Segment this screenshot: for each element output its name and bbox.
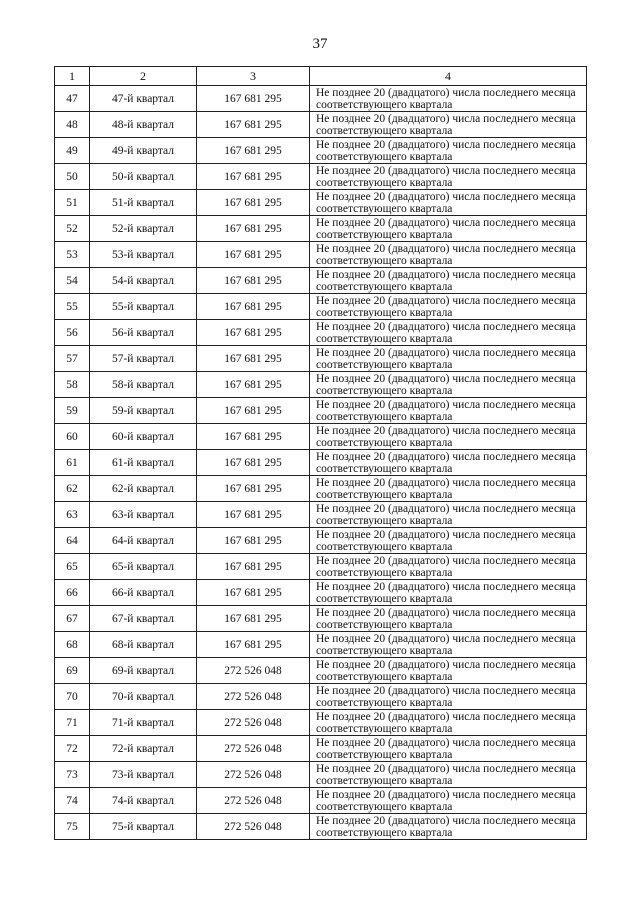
amount-cell: 167 681 295: [197, 320, 310, 346]
deadline-cell: [310, 372, 587, 398]
amount-cell: 167 681 295: [197, 294, 310, 320]
quarter-cell: 54-й квартал: [90, 268, 197, 294]
table-row: [55, 320, 587, 346]
deadline-line-1: Не позднее 20 (двадцатого) числа последнего месяца: [316, 502, 576, 515]
deadline-line-2: соответствующего квартала: [316, 202, 453, 215]
row-number-cell: 52: [55, 216, 90, 242]
amount-cell: 167 681 295: [197, 242, 310, 268]
deadline-line-1: Не позднее 20 (двадцатого) числа последнего месяца: [316, 112, 576, 125]
row-number-cell: 63: [55, 502, 90, 528]
quarter-cell: 51-й квартал: [90, 190, 197, 216]
row-number-cell: 73: [55, 762, 90, 788]
table-row: [55, 346, 587, 372]
deadline-line-1: Не позднее 20 (двадцатого) числа последнего месяца: [316, 294, 576, 307]
amount-cell: 167 681 295: [197, 632, 310, 658]
deadline-line-2: соответствующего квартала: [316, 306, 453, 319]
deadline-cell: [310, 528, 587, 554]
quarter-cell: 59-й квартал: [90, 398, 197, 424]
deadline-cell: [310, 658, 587, 684]
quarter-cell: 66-й квартал: [90, 580, 197, 606]
deadline-cell: [310, 398, 587, 424]
amount-cell: 167 681 295: [197, 580, 310, 606]
table-row: [55, 164, 587, 190]
deadline-line-1: Не позднее 20 (двадцатого) числа последнего месяца: [316, 736, 576, 749]
deadline-cell: [310, 190, 587, 216]
deadline-line-2: соответствующего квартала: [316, 280, 453, 293]
quarter-cell: 57-й квартал: [90, 346, 197, 372]
payment-schedule-table: [54, 66, 587, 840]
quarter-cell: 67-й квартал: [90, 606, 197, 632]
quarter-cell: 49-й квартал: [90, 138, 197, 164]
deadline-line-1: Не позднее 20 (двадцатого) числа последнего месяца: [316, 554, 576, 567]
deadline-line-1: Не позднее 20 (двадцатого) числа последнего месяца: [316, 190, 576, 203]
table-row: [55, 736, 587, 762]
column-header-2: 2: [90, 67, 197, 86]
table-row: [55, 632, 587, 658]
table-row: [55, 86, 587, 112]
row-number-cell: 57: [55, 346, 90, 372]
row-number-cell: 66: [55, 580, 90, 606]
deadline-line-1: Не позднее 20 (двадцатого) числа последнего месяца: [316, 814, 576, 827]
quarter-cell: 48-й квартал: [90, 112, 197, 138]
amount-cell: 167 681 295: [197, 112, 310, 138]
deadline-line-2: соответствующего квартала: [316, 254, 453, 267]
amount-cell: 167 681 295: [197, 554, 310, 580]
table-row: [55, 528, 587, 554]
column-header-3: 3: [197, 67, 310, 86]
deadline-cell: [310, 164, 587, 190]
quarter-cell: 63-й квартал: [90, 502, 197, 528]
deadline-line-1: Не позднее 20 (двадцатого) числа последнего месяца: [316, 528, 576, 541]
deadline-line-2: соответствующего квартала: [316, 748, 453, 761]
deadline-line-2: соответствующего квартала: [316, 462, 453, 475]
amount-cell: 167 681 295: [197, 216, 310, 242]
amount-cell: 167 681 295: [197, 138, 310, 164]
column-header-1: 1: [55, 67, 90, 86]
amount-cell: 272 526 048: [197, 658, 310, 684]
table-row: [55, 788, 587, 814]
page-number: 37: [312, 36, 328, 52]
quarter-cell: 72-й квартал: [90, 736, 197, 762]
amount-cell: 167 681 295: [197, 268, 310, 294]
quarter-cell: 55-й квартал: [90, 294, 197, 320]
deadline-cell: [310, 736, 587, 762]
table-row: [55, 502, 587, 528]
row-number-cell: 64: [55, 528, 90, 554]
deadline-cell: [310, 86, 587, 112]
table-row: [55, 372, 587, 398]
deadline-line-2: соответствующего квартала: [316, 124, 453, 137]
deadline-cell: [310, 788, 587, 814]
deadline-cell: [310, 710, 587, 736]
deadline-cell: [310, 476, 587, 502]
deadline-line-2: соответствующего квартала: [316, 228, 453, 241]
table-row: [55, 190, 587, 216]
deadline-line-1: Не позднее 20 (двадцатого) числа последнего месяца: [316, 710, 576, 723]
deadline-cell: [310, 606, 587, 632]
table-row: [55, 658, 587, 684]
quarter-cell: 50-й квартал: [90, 164, 197, 190]
table-row: [55, 684, 587, 710]
deadline-line-2: соответствующего квартала: [316, 696, 453, 709]
table-row: [55, 242, 587, 268]
deadline-line-1: Не позднее 20 (двадцатого) числа последнего месяца: [316, 242, 576, 255]
deadline-line-2: соответствующего квартала: [316, 800, 453, 813]
row-number-cell: 70: [55, 684, 90, 710]
amount-cell: 167 681 295: [197, 476, 310, 502]
deadline-line-1: Не позднее 20 (двадцатого) числа последнего месяца: [316, 164, 576, 177]
amount-cell: 272 526 048: [197, 710, 310, 736]
deadline-line-1: Не позднее 20 (двадцатого) числа последнего месяца: [316, 450, 576, 463]
deadline-cell: [310, 502, 587, 528]
deadline-cell: [310, 112, 587, 138]
table-body: [55, 86, 587, 840]
deadline-line-2: соответствующего квартала: [316, 384, 453, 397]
quarter-cell: 70-й квартал: [90, 684, 197, 710]
amount-cell: 272 526 048: [197, 762, 310, 788]
deadline-cell: [310, 216, 587, 242]
deadline-line-2: соответствующего квартала: [316, 540, 453, 553]
quarter-cell: 60-й квартал: [90, 424, 197, 450]
deadline-line-2: соответствующего квартала: [316, 592, 453, 605]
deadline-cell: [310, 294, 587, 320]
amount-cell: 167 681 295: [197, 424, 310, 450]
amount-cell: 167 681 295: [197, 164, 310, 190]
deadline-line-2: соответствующего квартала: [316, 488, 453, 501]
deadline-line-1: Не позднее 20 (двадцатого) числа последнего месяца: [316, 658, 576, 671]
deadline-cell: [310, 242, 587, 268]
deadline-line-2: соответствующего квартала: [316, 176, 453, 189]
deadline-line-2: соответствующего квартала: [316, 566, 453, 579]
deadline-cell: [310, 424, 587, 450]
deadline-line-2: соответствующего квартала: [316, 98, 453, 111]
table-row: [55, 450, 587, 476]
quarter-cell: 64-й квартал: [90, 528, 197, 554]
amount-cell: 272 526 048: [197, 736, 310, 762]
row-number-cell: 51: [55, 190, 90, 216]
quarter-cell: 65-й квартал: [90, 554, 197, 580]
deadline-cell: [310, 632, 587, 658]
table-row: [55, 112, 587, 138]
amount-cell: 167 681 295: [197, 528, 310, 554]
row-number-cell: 54: [55, 268, 90, 294]
deadline-line-1: Не позднее 20 (двадцатого) числа последнего месяца: [316, 398, 576, 411]
deadline-line-1: Не позднее 20 (двадцатого) числа последнего месяца: [316, 632, 576, 645]
deadline-line-2: соответствующего квартала: [316, 644, 453, 657]
deadline-cell: [310, 814, 587, 840]
quarter-cell: 56-й квартал: [90, 320, 197, 346]
deadline-line-2: соответствующего квартала: [316, 774, 453, 787]
deadline-line-2: соответствующего квартала: [316, 618, 453, 631]
row-number-cell: 72: [55, 736, 90, 762]
amount-cell: 167 681 295: [197, 190, 310, 216]
deadline-line-2: соответствующего квартала: [316, 670, 453, 683]
deadline-line-2: соответствующего квартала: [316, 358, 453, 371]
row-number-cell: 53: [55, 242, 90, 268]
row-number-cell: 69: [55, 658, 90, 684]
amount-cell: 167 681 295: [197, 86, 310, 112]
deadline-cell: [310, 554, 587, 580]
quarter-cell: 71-й квартал: [90, 710, 197, 736]
row-number-cell: 61: [55, 450, 90, 476]
deadline-line-1: Не позднее 20 (двадцатого) числа последнего месяца: [316, 788, 576, 801]
quarter-cell: 68-й квартал: [90, 632, 197, 658]
deadline-line-2: соответствующего квартала: [316, 722, 453, 735]
deadline-line-1: Не позднее 20 (двадцатого) числа последнего месяца: [316, 86, 576, 99]
row-number-cell: 50: [55, 164, 90, 190]
quarter-cell: 53-й квартал: [90, 242, 197, 268]
deadline-line-2: соответствующего квартала: [316, 436, 453, 449]
amount-cell: 167 681 295: [197, 606, 310, 632]
amount-cell: 272 526 048: [197, 684, 310, 710]
deadline-line-1: Не позднее 20 (двадцатого) числа последнего месяца: [316, 684, 576, 697]
deadline-cell: [310, 346, 587, 372]
deadline-line-1: Не позднее 20 (двадцатого) числа последнего месяца: [316, 268, 576, 281]
quarter-cell: 58-й квартал: [90, 372, 197, 398]
deadline-cell: [310, 580, 587, 606]
deadline-line-1: Не позднее 20 (двадцатого) числа последнего месяца: [316, 216, 576, 229]
header-row: [55, 67, 587, 86]
row-number-cell: 48: [55, 112, 90, 138]
deadline-line-2: соответствующего квартала: [316, 332, 453, 345]
row-number-cell: 75: [55, 814, 90, 840]
amount-cell: 167 681 295: [197, 372, 310, 398]
deadline-line-1: Не позднее 20 (двадцатого) числа последнего месяца: [316, 346, 576, 359]
row-number-cell: 68: [55, 632, 90, 658]
deadline-line-2: соответствующего квартала: [316, 150, 453, 163]
deadline-line-1: Не позднее 20 (двадцатого) числа последнего месяца: [316, 476, 576, 489]
row-number-cell: 74: [55, 788, 90, 814]
amount-cell: 167 681 295: [197, 450, 310, 476]
deadline-line-2: соответствующего квартала: [316, 410, 453, 423]
row-number-cell: 58: [55, 372, 90, 398]
quarter-cell: 62-й квартал: [90, 476, 197, 502]
deadline-cell: [310, 138, 587, 164]
deadline-cell: [310, 450, 587, 476]
quarter-cell: 74-й квартал: [90, 788, 197, 814]
quarter-cell: 69-й квартал: [90, 658, 197, 684]
quarter-cell: 47-й квартал: [90, 86, 197, 112]
deadline-cell: [310, 762, 587, 788]
row-number-cell: 67: [55, 606, 90, 632]
column-header-4: 4: [310, 67, 587, 86]
row-number-cell: 71: [55, 710, 90, 736]
deadline-line-1: Не позднее 20 (двадцатого) числа последнего месяца: [316, 138, 576, 151]
table-row: [55, 294, 587, 320]
quarter-cell: 73-й квартал: [90, 762, 197, 788]
row-number-cell: 49: [55, 138, 90, 164]
deadline-cell: [310, 684, 587, 710]
table-row: [55, 554, 587, 580]
quarter-cell: 75-й квартал: [90, 814, 197, 840]
row-number-cell: 55: [55, 294, 90, 320]
deadline-line-1: Не позднее 20 (двадцатого) числа последнего месяца: [316, 320, 576, 333]
row-number-cell: 60: [55, 424, 90, 450]
amount-cell: 272 526 048: [197, 788, 310, 814]
row-number-cell: 56: [55, 320, 90, 346]
amount-cell: 167 681 295: [197, 346, 310, 372]
table-row: [55, 476, 587, 502]
row-number-cell: 62: [55, 476, 90, 502]
table-row: [55, 710, 587, 736]
table-row: [55, 216, 587, 242]
deadline-line-1: Не позднее 20 (двадцатого) числа последнего месяца: [316, 372, 576, 385]
quarter-cell: 61-й квартал: [90, 450, 197, 476]
row-number-cell: 47: [55, 86, 90, 112]
deadline-line-2: соответствующего квартала: [316, 514, 453, 527]
table-row: [55, 762, 587, 788]
quarter-cell: 52-й квартал: [90, 216, 197, 242]
row-number-cell: 65: [55, 554, 90, 580]
table-row: [55, 268, 587, 294]
table-row: [55, 580, 587, 606]
deadline-cell: [310, 268, 587, 294]
amount-cell: 167 681 295: [197, 398, 310, 424]
deadline-line-2: соответствующего квартала: [316, 826, 453, 839]
table-row: [55, 424, 587, 450]
table-row: [55, 138, 587, 164]
deadline-line-1: Не позднее 20 (двадцатого) числа последнего месяца: [316, 580, 576, 593]
amount-cell: 167 681 295: [197, 502, 310, 528]
deadline-line-1: Не позднее 20 (двадцатого) числа последнего месяца: [316, 606, 576, 619]
row-number-cell: 59: [55, 398, 90, 424]
table-row: [55, 398, 587, 424]
deadline-cell: [310, 320, 587, 346]
deadline-line-1: Не позднее 20 (двадцатого) числа последнего месяца: [316, 424, 576, 437]
table-row: [55, 814, 587, 840]
deadline-line-1: Не позднее 20 (двадцатого) числа последнего месяца: [316, 762, 576, 775]
table-row: [55, 606, 587, 632]
amount-cell: 272 526 048: [197, 814, 310, 840]
